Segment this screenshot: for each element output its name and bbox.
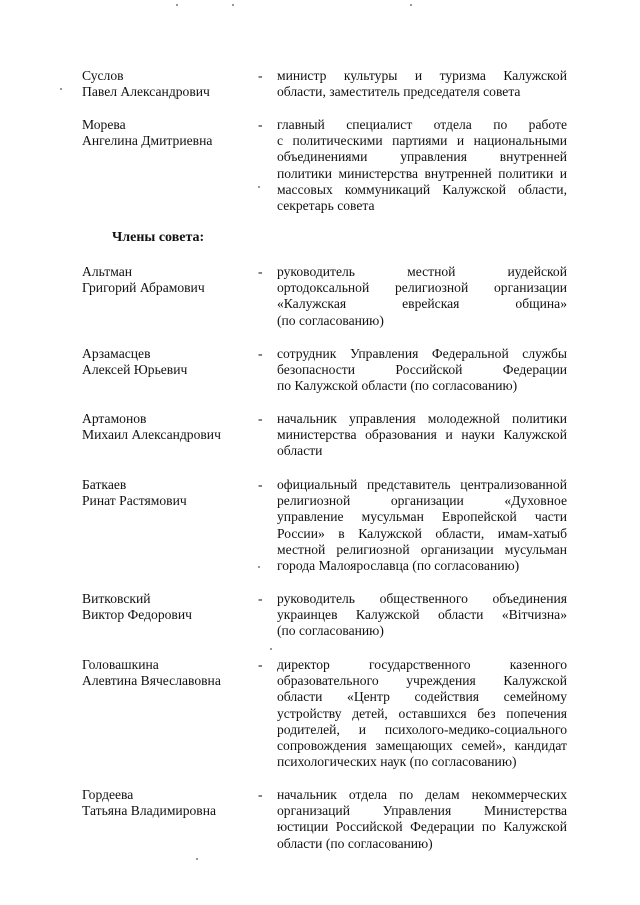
person-name bbox=[82, 657, 252, 689]
description-line: главный специалист отдела по работе bbox=[277, 117, 567, 132]
description-line: с политическими партиями и национальными bbox=[277, 133, 567, 149]
description-line: России» в Калужской области, имам-хатыб bbox=[277, 525, 567, 541]
section-heading-council-members: Члены совета: bbox=[112, 230, 205, 245]
surname: Артамонов bbox=[82, 411, 147, 426]
surname: Витковский bbox=[82, 591, 151, 606]
person-name bbox=[82, 346, 252, 378]
position-description bbox=[277, 68, 567, 100]
dash-separator: - bbox=[258, 117, 263, 132]
scan-speck bbox=[258, 566, 260, 568]
description-line: области (по согласованию) bbox=[277, 835, 433, 851]
dash-separator: - bbox=[258, 657, 263, 672]
person-name bbox=[82, 591, 252, 623]
description-line: политики министерства внутренней политики и bbox=[277, 165, 567, 181]
given-names: Ангелина Дмитриевна bbox=[82, 133, 213, 149]
description-line: руководитель местной иудейской bbox=[277, 264, 567, 279]
position-description bbox=[277, 657, 567, 770]
description-line: сотрудник Управления Федеральной службы bbox=[277, 346, 567, 361]
given-names: Михаил Александрович bbox=[82, 427, 221, 443]
given-names: Павел Александрович bbox=[82, 84, 210, 100]
person-name bbox=[82, 264, 252, 296]
description-line: министр культуры и туризма Калужской bbox=[277, 68, 567, 83]
dash-separator: - bbox=[258, 68, 263, 83]
position-description bbox=[277, 411, 567, 460]
description-line: устройству детей, оставшихся без попечения bbox=[277, 705, 567, 721]
scan-speck bbox=[176, 4, 178, 6]
description-line: религиозной организации «Духовное bbox=[277, 493, 567, 509]
surname: Альтман bbox=[82, 264, 133, 279]
description-line: области, заместитель председателя совета bbox=[277, 84, 521, 100]
person-name bbox=[82, 477, 252, 509]
person-name bbox=[82, 411, 252, 443]
dash-separator: - bbox=[258, 346, 263, 361]
person-name bbox=[82, 117, 252, 149]
surname: Арзамасцев bbox=[82, 346, 151, 361]
description-line: массовых коммуникаций Калужской области, bbox=[277, 181, 567, 197]
scan-speck bbox=[270, 648, 272, 650]
description-line: (по согласованию) bbox=[277, 312, 384, 328]
given-names: Григорий Абрамович bbox=[82, 280, 205, 296]
surname: Гордеева bbox=[82, 787, 134, 802]
surname: Суслов bbox=[82, 68, 124, 83]
description-line: секретарь совета bbox=[277, 198, 375, 214]
given-names: Алевтина Вячеславовна bbox=[82, 673, 221, 689]
description-line: начальник управления молодежной политики bbox=[277, 411, 567, 426]
description-line: местной религиозной организации мусульман bbox=[277, 541, 567, 557]
description-line: по Калужской области (по согласованию) bbox=[277, 378, 518, 394]
description-line: министерства образования и науки Калужской bbox=[277, 427, 567, 443]
description-line: психологических наук (по согласованию) bbox=[277, 754, 517, 770]
surname: Головашкина bbox=[82, 657, 159, 672]
given-names: Ринат Растямович bbox=[82, 493, 187, 509]
description-line: официальный представитель централизованной bbox=[277, 477, 567, 492]
description-line: области «Центр содействия семейному bbox=[277, 689, 567, 705]
surname: Баткаев bbox=[82, 477, 127, 492]
dash-separator: - bbox=[258, 477, 263, 492]
description-line: (по согласованию) bbox=[277, 623, 384, 639]
given-names: Виктор Федорович bbox=[82, 607, 192, 623]
description-line: родителей, и психолого-медико-социального bbox=[277, 721, 567, 737]
description-line: руководитель общественного объединения bbox=[277, 591, 567, 606]
description-line: юстиции Российской Федерации по Калужской bbox=[277, 819, 567, 835]
description-line: области bbox=[277, 443, 323, 459]
given-names: Алексей Юрьевич bbox=[82, 362, 188, 378]
position-description bbox=[277, 591, 567, 640]
surname: Морева bbox=[82, 117, 126, 132]
scan-speck bbox=[410, 4, 412, 6]
given-names: Татьяна Владимировна bbox=[82, 803, 217, 819]
description-line: организаций Управления Министерства bbox=[277, 803, 567, 819]
scan-speck bbox=[196, 858, 198, 860]
description-line: города Малоярославца (по согласованию) bbox=[277, 558, 520, 574]
scan-speck bbox=[258, 186, 260, 188]
description-line: украинцев Калужской области «Вітчизна» bbox=[277, 607, 567, 623]
dash-separator: - bbox=[258, 591, 263, 606]
description-line: директор государственного казенного bbox=[277, 657, 567, 672]
dash-separator: - bbox=[258, 787, 263, 802]
description-line: сопровождения замещающих семей», кандидат bbox=[277, 738, 567, 754]
position-description bbox=[277, 477, 567, 574]
position-description bbox=[277, 117, 567, 214]
scan-speck bbox=[232, 4, 234, 6]
description-line: «Калужская еврейская община» bbox=[277, 296, 567, 312]
description-line: образовательного учреждения Калужской bbox=[277, 673, 567, 689]
position-description bbox=[277, 787, 567, 852]
description-line: начальник отдела по делам некоммерческих bbox=[277, 787, 567, 802]
scan-speck bbox=[60, 88, 62, 90]
dash-separator: - bbox=[258, 411, 263, 426]
person-name bbox=[82, 787, 252, 819]
description-line: безопасности Российской Федерации bbox=[277, 362, 567, 378]
description-line: управление мусульман Европейской части bbox=[277, 509, 567, 525]
dash-separator: - bbox=[258, 264, 263, 279]
position-description bbox=[277, 264, 567, 329]
description-line: объединениями управления внутренней bbox=[277, 149, 567, 165]
position-description bbox=[277, 346, 567, 395]
description-line: ортодоксальной религиозной организации bbox=[277, 280, 567, 296]
person-name bbox=[82, 68, 252, 100]
